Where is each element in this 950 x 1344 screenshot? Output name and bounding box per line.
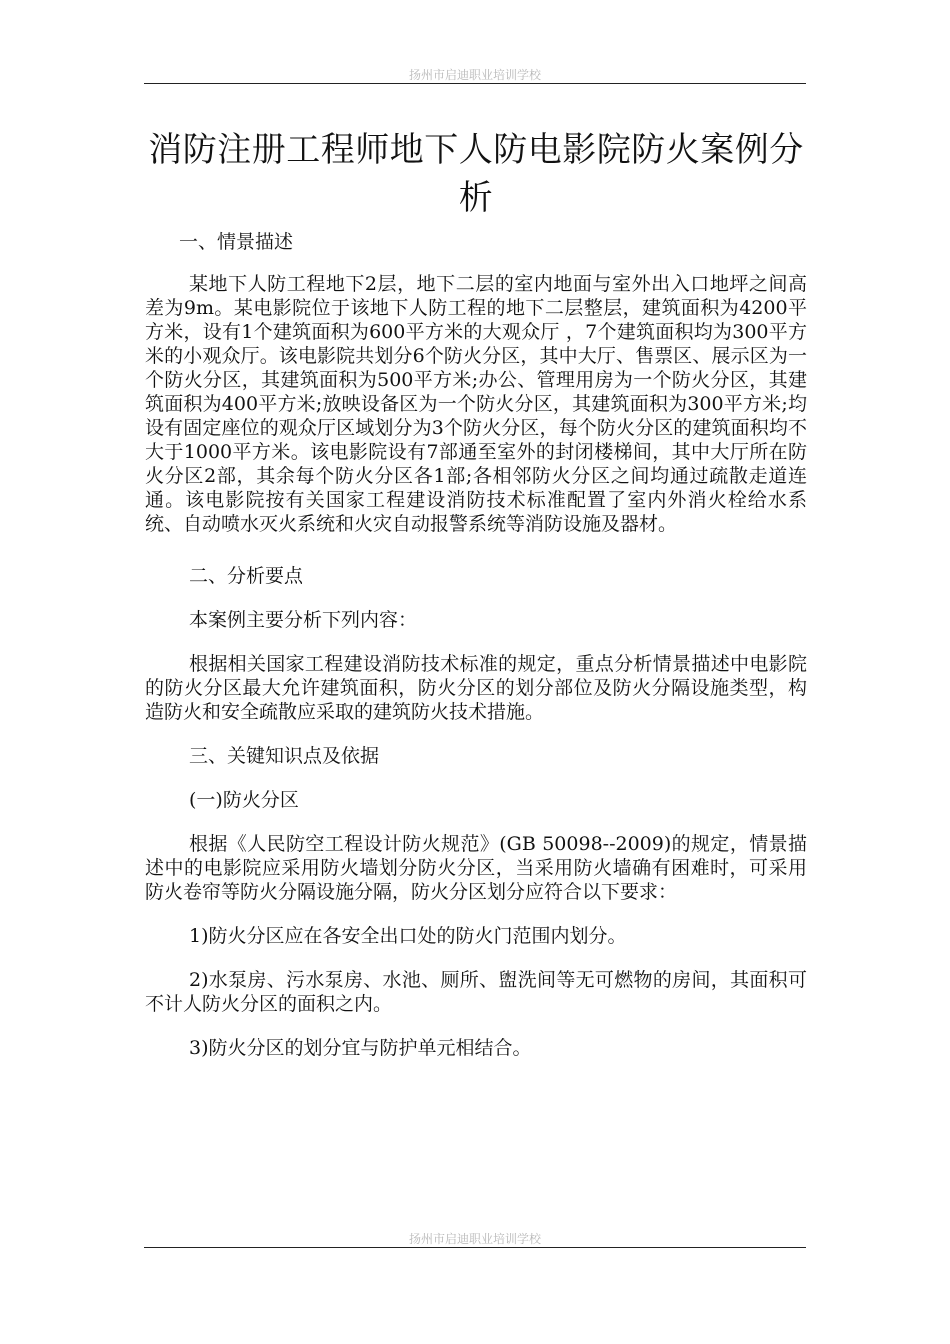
subsection1-body: 根据《人民防空工程设计防火规范》(GB 50098--2009)的规定，情景描述中的电影院应采用防火墙划分防火分区，当采用防火墙确有困难时，可采用防火卷帘等防火分隔设施分隔，防火分区划分应符合以下要求： bbox=[145, 833, 807, 903]
section2-body: 根据相关国家工程建设消防技术标准的规定，重点分析情景描述中电影院的防火分区最大允许建筑面积，防火分区的划分部位及防火分隔设施类型，构造防火和安全疏散应采取的建筑防火技术措施。 bbox=[145, 653, 807, 723]
footer-school-name: 扬州市启迪职业培训学校 bbox=[408, 1232, 541, 1246]
list-item-2: 2)水泵房、污水泵房、水池、厕所、盥洗间等无可燃物的房间，其面积可不计人防火分区的面积之内。 bbox=[145, 969, 807, 1015]
header-rule bbox=[144, 83, 806, 84]
list-item-3: 3)防火分区的划分宜与防护单元相结合。 bbox=[189, 1037, 532, 1059]
document-body bbox=[145, 126, 807, 1060]
header-school-name: 扬州市启迪职业培训学校 bbox=[408, 68, 541, 82]
footer-rule bbox=[144, 1247, 806, 1248]
document-title: 消防注册工程师地下人防电影院防火案例分析 bbox=[148, 130, 804, 218]
section3-heading: 三、关键知识点及依据 bbox=[189, 745, 380, 767]
list-item-1: 1)防火分区应在各安全出口处的防火门范围内划分。 bbox=[189, 925, 627, 947]
section1-heading: 一、情景描述 bbox=[179, 231, 294, 253]
section2-intro: 本案例主要分析下列内容： bbox=[189, 609, 418, 631]
section1-body: 某地下人防工程地下2层，地下二层的室内地面与室外出入口地坪之间高差为9m。某电影院位于该地下人防工程的地下二层整层，建筑面积为4200平方米，设有1个建筑面积为600平方米的大观众厅 ，7个建筑面积均为300平方米的小观众厅。该电影院共划分6个防火分区，其中大厅、售票区、展示区为一个防火分区，其建筑面积为500平方米;办公、管理用房为一个防火分区，其建筑面积为400平方米;放映设备区为一个防火分区，其建筑面积为300平方米;均设有固定座位的观众厅区域划分为3个防火分区，每个防火分区的建筑面积均不大于1000平方米。该电影院设有7部通至室外的封闭楼梯间，其中大厅所在防火分区2部，其余每个防火分区各1部;各相邻防火分区之间均通过疏散走道连通。该电影院按有关国家工程建设消防技术标准配置了室内外消火栓给水系统、自动喷水灭火系统和火灾自动报警系统等消防设施及器材。 bbox=[145, 273, 807, 535]
section2-heading: 二、分析要点 bbox=[189, 565, 304, 587]
subsection1-heading: (一)防火分区 bbox=[189, 789, 299, 811]
